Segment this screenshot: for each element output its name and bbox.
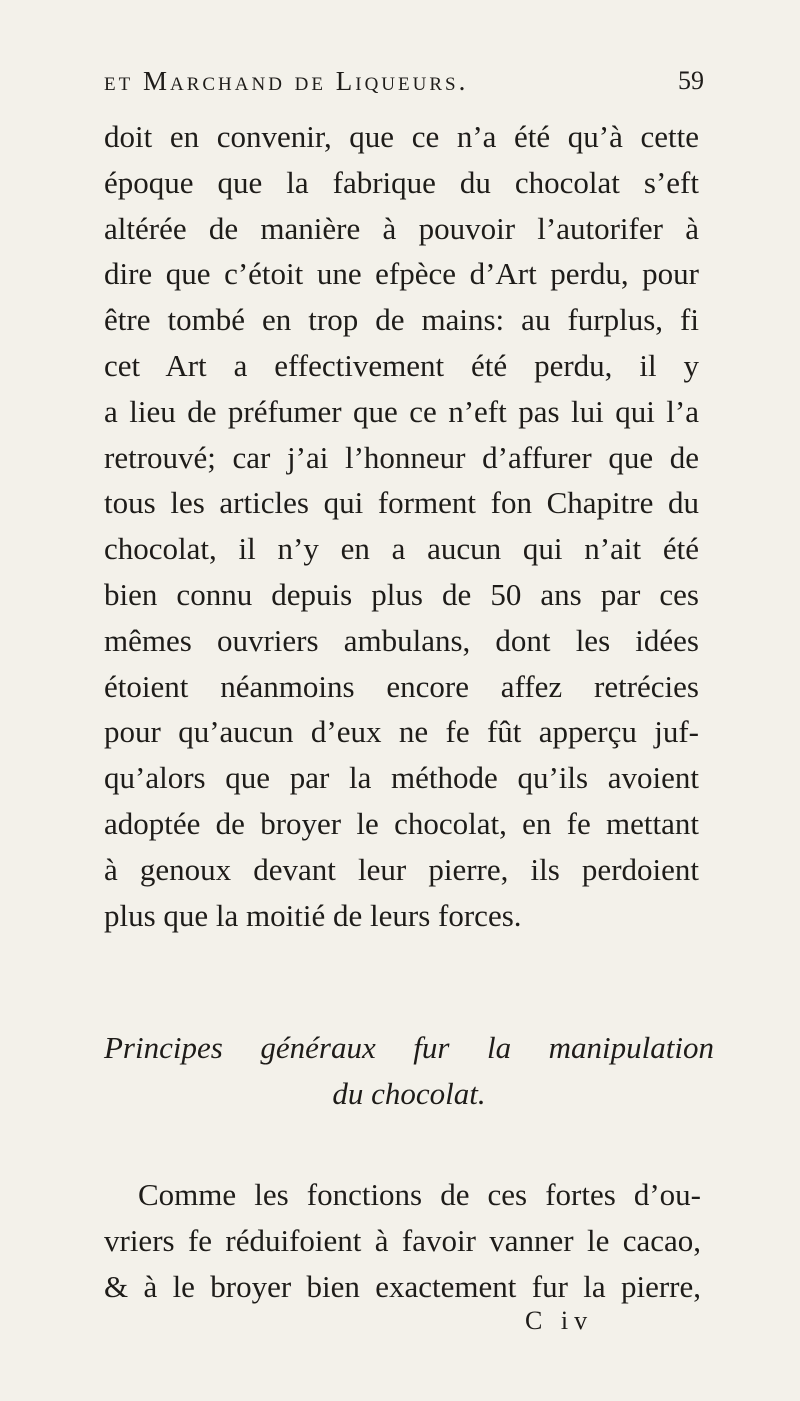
text-line: époque que la fabrique du chocolat s’eft <box>104 164 699 200</box>
text-line: cet Art a effectivement été perdu, il y <box>104 347 699 383</box>
text-line: adoptée de broyer le chocolat, en fe mettant <box>104 805 699 841</box>
second-paragraph <box>104 1172 701 1309</box>
text-line: mêmes ouvriers ambulans, dont les idées <box>104 622 699 658</box>
text-line: vriers fe réduifoient à favoir vanner le cacao, <box>104 1222 701 1258</box>
text-line: dire que c’étoit une efpèce d’Art perdu, pour <box>104 256 699 292</box>
text-line: être tombé en trop de mains: au furplus, fi <box>104 302 699 338</box>
running-head-title: et Marchand de Liqueurs. <box>104 66 469 96</box>
text-line: étoient néanmoins encore affez retrécies <box>104 668 699 704</box>
text-line: chocolat, il n’y en a aucun qui n’ait été <box>104 531 699 567</box>
text-line: pour qu’aucun d’eux ne fe fût apperçu juf- <box>104 714 699 750</box>
text-line: altérée de manière à pouvoir l’autorifer à <box>104 210 699 246</box>
text-line: Comme les fonctions de ces fortes d’ou- <box>138 1177 701 1212</box>
body-paragraph <box>104 114 699 938</box>
text-line: à genoux devant leur pierre, ils perdoient <box>104 851 699 887</box>
text-line: tous les articles qui forment fon Chapitre du <box>104 485 699 521</box>
section-heading <box>104 1025 714 1117</box>
text-line: plus que la moitié de leurs forces. <box>104 897 522 933</box>
signature-mark: C iv <box>525 1306 594 1335</box>
text-line: bien connu depuis plus de 50 ans par ces <box>104 576 699 612</box>
page-number: 59 <box>678 66 704 95</box>
text-line: qu’alors que par la méthode qu’ils avoient <box>104 760 699 796</box>
text-line: a lieu de préfumer que ce n’eft pas lui qui l’a <box>104 393 699 429</box>
section-heading-line1: Principes généraux fur la manipulation <box>104 1030 714 1065</box>
text-line: retrouvé; car j’ai l’honneur d’affurer que de <box>104 439 699 475</box>
running-head <box>104 66 704 106</box>
text-line: doit en convenir, que ce n’a été qu’à cette <box>104 119 699 154</box>
text-line: & à le broyer bien exactement fur la pierre, <box>104 1268 701 1304</box>
section-heading-line2: du chocolat. <box>332 1076 486 1111</box>
